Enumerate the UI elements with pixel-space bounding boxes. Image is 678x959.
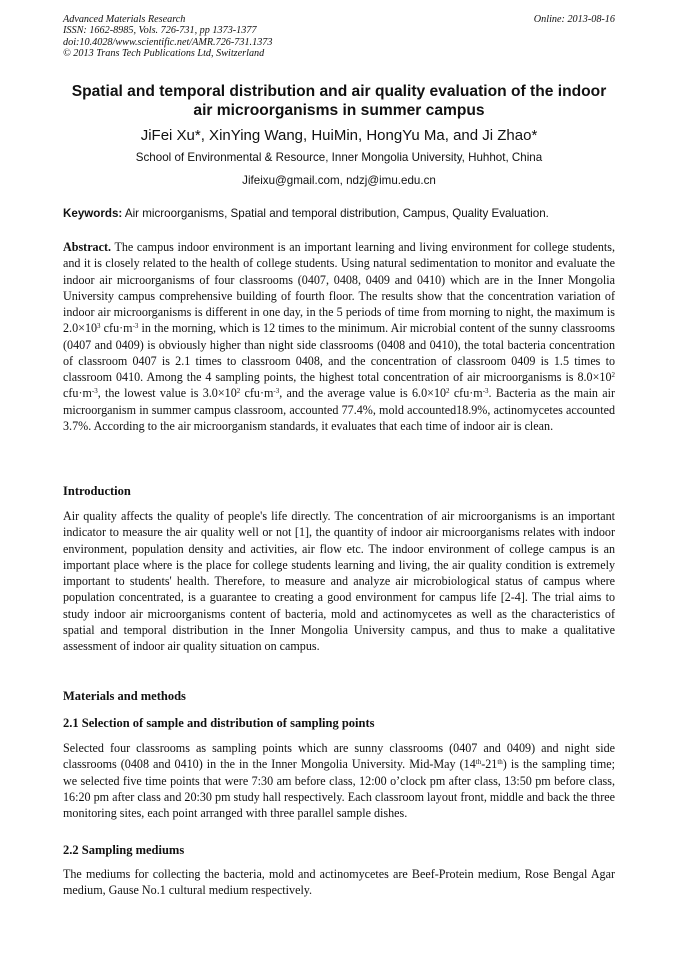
section-2-2-heading: 2.2 Sampling mediums xyxy=(63,843,185,857)
introduction-heading: Introduction xyxy=(63,484,131,498)
superscript: -3 xyxy=(273,387,280,396)
abstract-text: cfu·m xyxy=(240,386,274,401)
section-2-2-body xyxy=(63,866,615,899)
keywords xyxy=(63,207,615,220)
abstract-text: cfu·m xyxy=(449,386,483,401)
keywords-label: Keywords: xyxy=(63,207,123,220)
introduction-paragraph: Air quality affects the quality of people's life directly. The concentration of air microorganisms is an important indicator to measure the air quality well or not [1], the quantity of indoor air microorganisms relates with indoor environment, population density and activities, air flow etc. The indoor environment of college campus is an important place where is the place for college students learning and living, the air quality condition is extremely important to students' health. Therefore, to measure and analyze air microbiological status of campus where population concentrated, is a guarantee to creating a good environment for campus life [2-4]. The trial aims to study indoor air microorganisms content of bacteria, mold and actinomycetes as well as the characteristics of spatial and temporal distribution in the Inner Mongolia University campus, and thus to make a qualitative assessment of indoor air quality situation on campus. xyxy=(63,509,615,653)
author-list: JiFei Xu*, XinYing Wang, HuiMin, HongYu Ma, and Ji Zhao* xyxy=(140,127,538,144)
introduction-body xyxy=(63,508,615,654)
abstract-paragraph xyxy=(63,239,615,434)
abstract-text: in the morning, which is 12 times to the minimum. Air microbial content of the sunny classrooms (0407 and 0409) is obviously higher than night side classrooms (0408 and 0410), the total bacteria concentration of classroom 0407 is 2.1 times to classroom 0408, and the concentration of classroom 0409 is 1.5 times to classroom 0410. Among the 4 sampling points, the highest total concentration of air microorganisms is 8.0×10 xyxy=(63,321,615,384)
section-text: Selected four classrooms as sampling points which are sunny classrooms (0407 and 0409) and night side classrooms (0408 and 0410) in the in the Inner Mongolia University. Mid-May (14 xyxy=(63,741,615,772)
abstract-text: , and the average value is 6.0×10 xyxy=(279,386,447,401)
section-text: -21 xyxy=(481,757,498,772)
superscript: -3 xyxy=(132,322,139,331)
section-2-1-heading: 2.1 Selection of sample and distribution of sampling points xyxy=(63,716,375,730)
abstract-text: cfu·m xyxy=(100,321,133,336)
section-2-1-paragraph xyxy=(63,740,615,821)
online-date: Online: 2013-08-16 xyxy=(533,14,615,25)
section-text: ) is the sampling time; we selected five time points that were 7:30 am before class, 12:00 o’clock pm after class, 13:50 pm before class, 16:20 pm after class and 20:30 pm study hall respectively. Each classroom layout front, middle and back the three monitoring sites, each point arranged with three parallel sample dishes. xyxy=(63,757,615,820)
paper-title xyxy=(40,82,638,120)
title-line-2: air microorganisms in summer campus xyxy=(193,102,485,119)
section-2-2-paragraph: The mediums for collecting the bacteria, mold and actinomycetes are Beef-Protein medium, Rose Bengal Agar medium, Gause No.1 cultural medium respectively. xyxy=(63,867,615,898)
keywords-text: Air microorganisms, Spatial and temporal distribution, Campus, Quality Evaluation. xyxy=(124,207,549,220)
abstract xyxy=(63,239,615,434)
materials-heading: Materials and methods xyxy=(63,689,186,703)
section-2-1-body xyxy=(63,740,615,821)
journal-header xyxy=(63,14,615,60)
author-emails[interactable]: Jifeixu@gmail.com, ndzj@imu.edu.cn xyxy=(242,174,436,187)
superscript: 2 xyxy=(611,371,615,379)
issn-line: ISSN: 1662-8985, Vols. 726-731, pp 1373-1377 xyxy=(63,25,257,37)
doi-line[interactable]: doi:10.4028/www.scientific.net/AMR.726-731.1373 xyxy=(63,36,273,48)
abstract-label: Abstract. xyxy=(63,240,112,254)
superscript: -3 xyxy=(91,387,98,396)
affiliation: School of Environmental & Resource, Inner Mongolia University, Huhhot, China xyxy=(135,151,543,164)
abstract-text: The campus indoor environment is an important learning and living environment for college students, and it is closely related to the health of college students. Using natural sedimentation to monitor and evaluate the indoor air microorganisms of four classrooms (0407, 0408, 0409 and 0410) which are in the Inner Mongolia University campus comprehensive building of fourth floor. The results show that the concentration variation of indoor air microorganisms is different in one day, in the 5 periods of time from morning to night, the maximum is 2.0×10 xyxy=(63,240,615,336)
abstract-text: cfu·m xyxy=(63,386,92,401)
superscript: th xyxy=(475,758,482,767)
superscript: 2 xyxy=(236,387,241,396)
superscript: 2 xyxy=(446,387,450,396)
copyright-line: © 2013 Trans Tech Publications Ltd, Switzerland xyxy=(63,48,265,60)
journal-name: Advanced Materials Research xyxy=(63,14,186,25)
title-line-1: Spatial and temporal distribution and air quality evaluation of the indoor xyxy=(71,83,607,100)
abstract-text: , the lowest value is 3.0×10 xyxy=(97,386,237,401)
superscript: 3 xyxy=(97,322,101,331)
abstract-text: . Bacteria as the main air microorganism in summer campus classroom, accounted 77.4%, mold accounted18.9%, actinomycetes accounted 3.7%. According to the air microorganism standards, it evaluates that each time of indoor air is clean. xyxy=(63,386,616,433)
superscript: th xyxy=(497,758,503,767)
superscript: -3 xyxy=(482,387,489,396)
